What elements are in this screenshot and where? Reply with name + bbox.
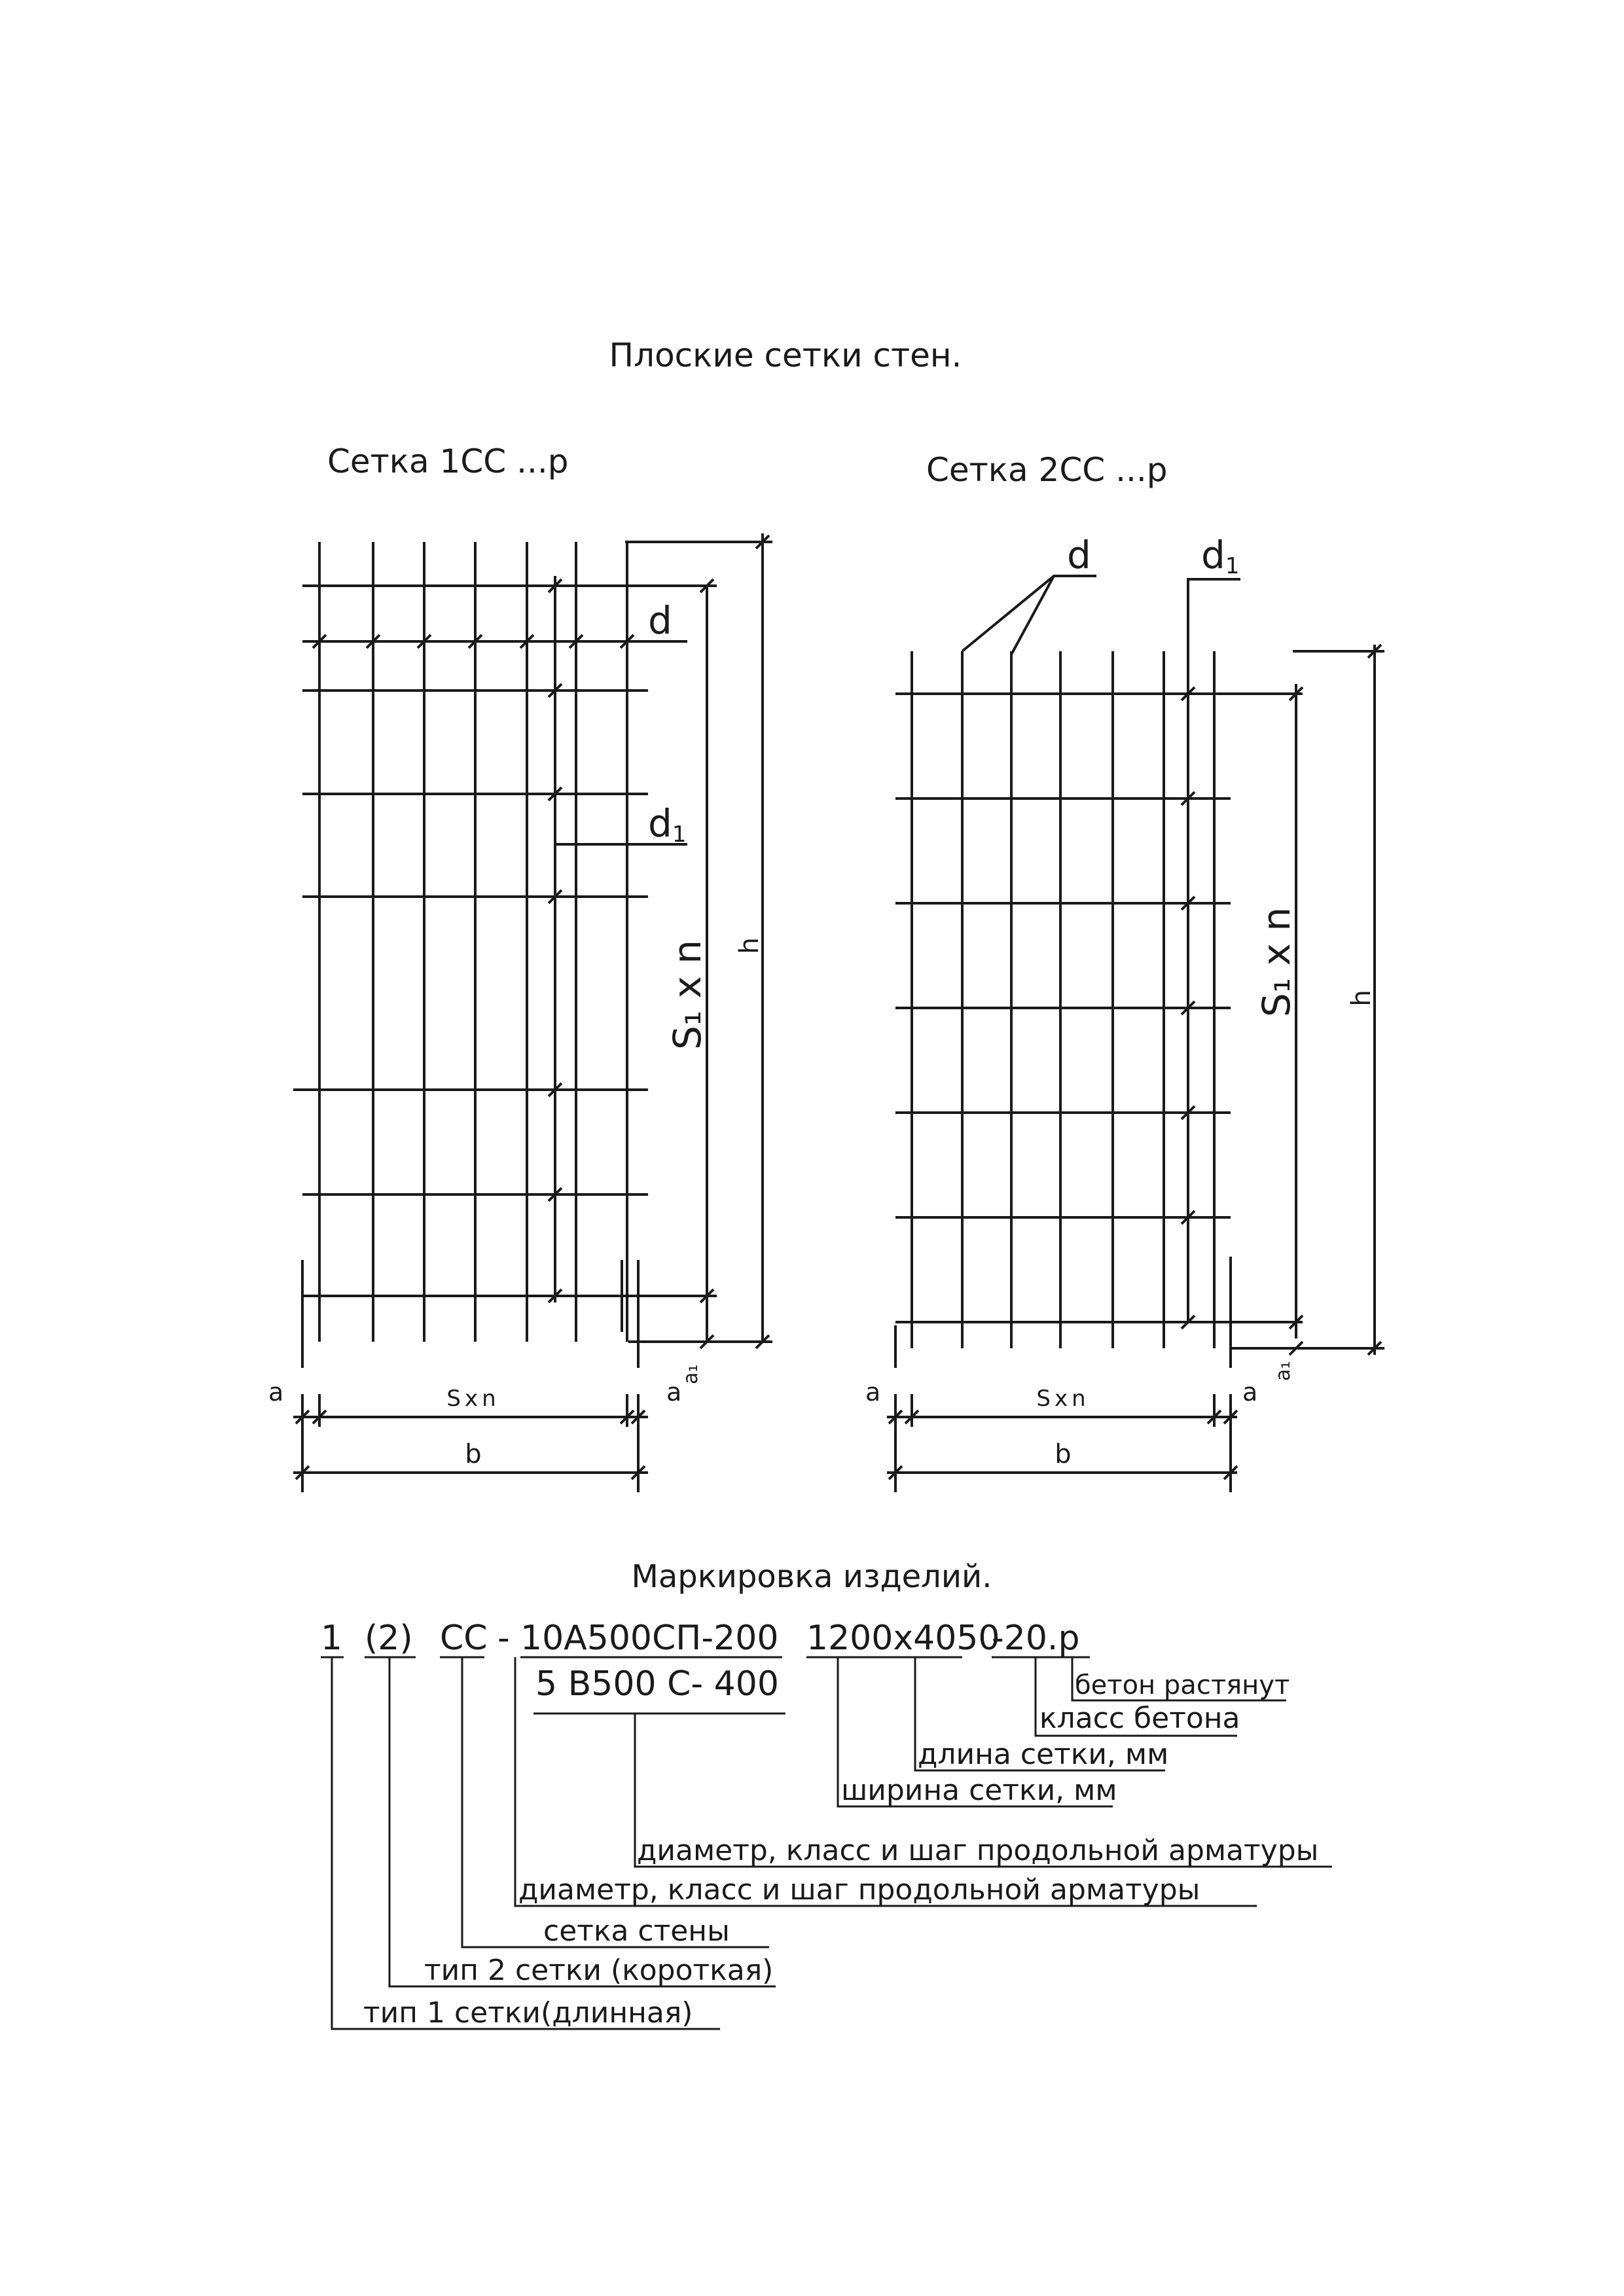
code-rebar-a: 10А500СП-200 bbox=[520, 1619, 779, 1658]
marking-legend bbox=[363, 1670, 1318, 2030]
mesh-1-sxn-label: Sxn bbox=[446, 1386, 500, 1412]
mesh-2-a1-label: a₁ bbox=[1272, 1361, 1295, 1381]
code-class: -20.р bbox=[992, 1619, 1080, 1658]
mesh-1-a1-label: a₁ bbox=[679, 1364, 702, 1384]
mesh-1-d1-label: d1 bbox=[648, 801, 687, 848]
marking-code bbox=[321, 1619, 1079, 1704]
mesh-1-s1xn-label: S₁ x n bbox=[665, 939, 710, 1050]
legend-type-1: тип 1 сетки(длинная) bbox=[363, 1996, 693, 2030]
code-rebar-b: 5 В500 С- 400 bbox=[535, 1664, 779, 1704]
mesh-1-h-label: h bbox=[734, 937, 765, 954]
legend-concrete-tension: бетон растянут bbox=[1075, 1670, 1290, 1700]
code-dash: - bbox=[497, 1619, 510, 1658]
legend-mesh-length: длина сетки, мм bbox=[918, 1738, 1169, 1771]
legend-wall-mesh: сетка стены bbox=[543, 1914, 730, 1948]
mesh-2-longitudinal-bars bbox=[895, 651, 1231, 1368]
mesh-2-b-label: b bbox=[1055, 1439, 1072, 1469]
mesh-2-d-label: d bbox=[1067, 533, 1091, 577]
mesh-2-a-left-label: a bbox=[865, 1378, 881, 1407]
mesh-2-title: Сетка 2СС ...р bbox=[926, 451, 1168, 489]
legend-concrete-class: класс бетона bbox=[1039, 1702, 1240, 1735]
mesh-2-transverse-bars bbox=[895, 694, 1303, 1322]
code-size: 1200х4050 bbox=[806, 1619, 1000, 1658]
legend-rebar-b: диаметр, класс и шаг продольной арматуры bbox=[637, 1834, 1319, 1867]
mesh-1-title: Сетка 1СС ...р bbox=[327, 442, 569, 480]
mesh-1-transverse-bars bbox=[293, 586, 648, 1296]
mesh-2-h-label: h bbox=[1346, 990, 1377, 1007]
mesh-2-a-right-label: a bbox=[1242, 1378, 1258, 1407]
legend-type-2: тип 2 сетки (короткая) bbox=[424, 1954, 774, 1987]
mesh-2-labels bbox=[865, 533, 1377, 1469]
legend-mesh-width: ширина сетки, мм bbox=[841, 1774, 1117, 1807]
mesh-2 bbox=[887, 451, 1384, 1492]
mesh-1-d-label: d bbox=[648, 598, 672, 643]
code-wall-mesh: СС bbox=[440, 1619, 488, 1658]
mesh-1-longitudinal-bars bbox=[302, 542, 638, 1368]
code-type-1: 1 bbox=[321, 1619, 343, 1658]
mesh-1-b-label: b bbox=[465, 1439, 482, 1469]
mesh-2-s1xn-label: S₁ x n bbox=[1254, 906, 1299, 1018]
page-title: Плоские сетки стен. bbox=[609, 336, 962, 374]
code-type-2: (2) bbox=[365, 1619, 413, 1658]
marking-title: Маркировка изделий. bbox=[631, 1558, 992, 1595]
mesh-1-a-right-label: a bbox=[666, 1378, 682, 1407]
mesh-2-d1-label: d1 bbox=[1201, 533, 1240, 579]
mesh-1-labels bbox=[268, 598, 765, 1469]
legend-rebar-a: диаметр, класс и шаг продольной арматуры bbox=[518, 1873, 1200, 1907]
mesh-2-sxn-label: Sxn bbox=[1036, 1386, 1090, 1412]
mesh-1-a-left-label: a bbox=[268, 1378, 284, 1407]
